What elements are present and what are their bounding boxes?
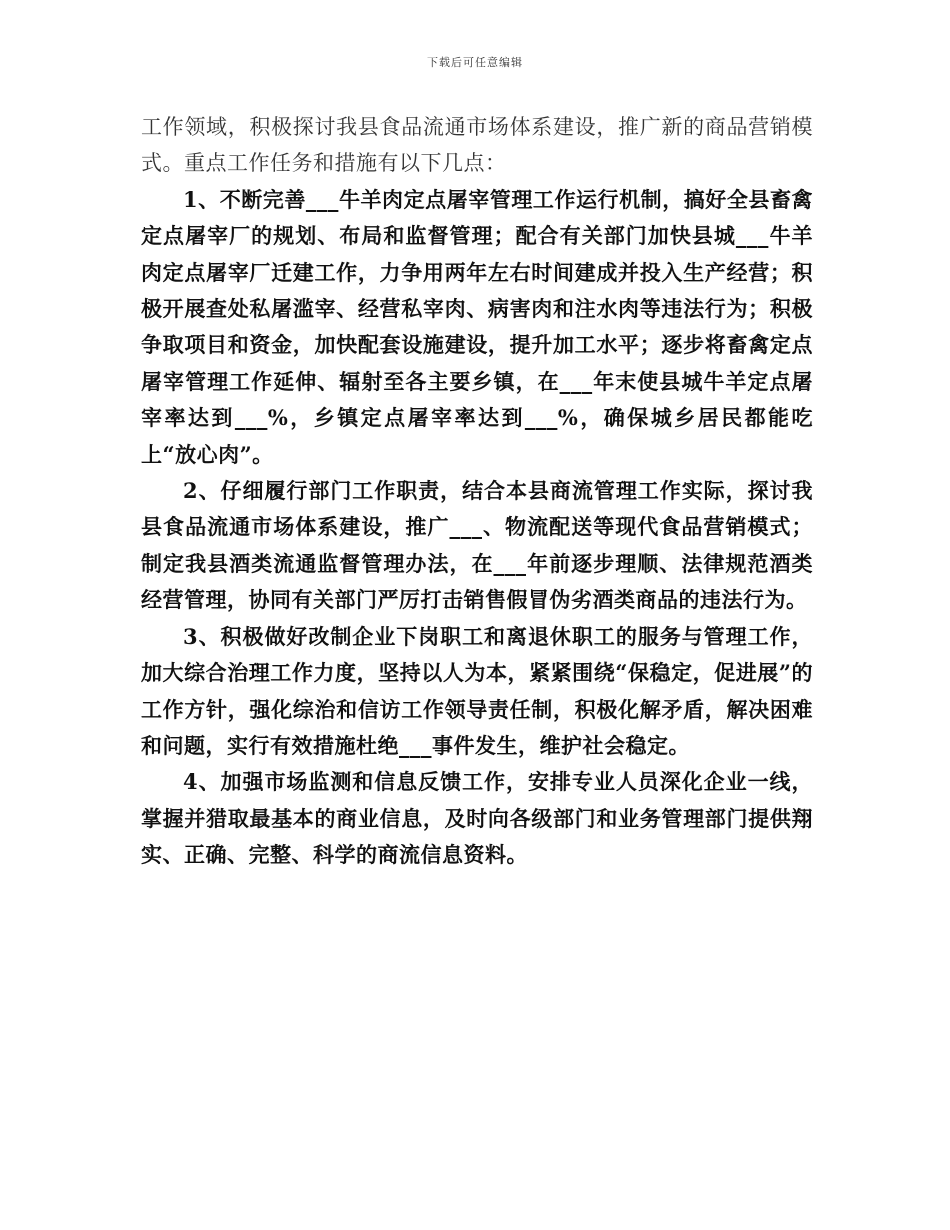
paragraph-item-4: 4、加强市场监测和信息反馈工作，安排专业人员深化企业一线，掌握并猎取最基本的商业信息，及时向各级部门和业务管理部门提供翔实、正确、完整、科学的商流信息资料。 (141, 769, 813, 868)
document-body (141, 109, 813, 874)
paragraph-item-2: 2、仔细履行部门工作职责，结合本县商流管理工作实际，探讨我县食品流通市场体系建设，推广___、物流配送等现代食品营销模式；制定我县酒类流通监督管理办法，在___年前逐步理顺、法律规范酒类经营管理，协同有关部门严厉打击销售假冒伪劣酒类商品的违法行为。 (141, 478, 813, 613)
paragraph-item-1: 1、不断完善___牛羊肉定点屠宰管理工作运行机制，搞好全县畜禽定点屠宰厂的规划、布局和监督管理；配合有关部门加快县城___牛羊肉定点屠宰厂迁建工作，力争用两年左右时间建成并投入生产经营；积极开展查处私屠滥宰、经营私宰肉、病害肉和注水肉等违法行为；积极争取项目和资金，加快配套设施建设，提升加工水平；逐步将畜禽定点屠宰管理工作延伸、辐射至各主要乡镇，在___年末使县城牛羊定点屠宰率达到___%，乡镇定点屠宰率达到___%，确保城乡居民都能吃上“放心肉”。 (141, 186, 813, 467)
paragraph-item-3: 3、积极做好改制企业下岗职工和离退休职工的服务与管理工作，加大综合治理工作力度，坚持以人为本，紧紧围绕“保稳定，促进展”的工作方针，强化综治和信访工作领导责任制，积极化解矛盾，解决困难和问题，实行有效措施杜绝___事件发生，维护社会稳定。 (141, 623, 813, 758)
paragraph-intro: 工作领域，积极探讨我县食品流通市场体系建设，推广新的商品营销模式。重点工作任务和措施有以下几点： (141, 115, 813, 176)
page-header: 下载后可任意编辑 (427, 56, 523, 69)
